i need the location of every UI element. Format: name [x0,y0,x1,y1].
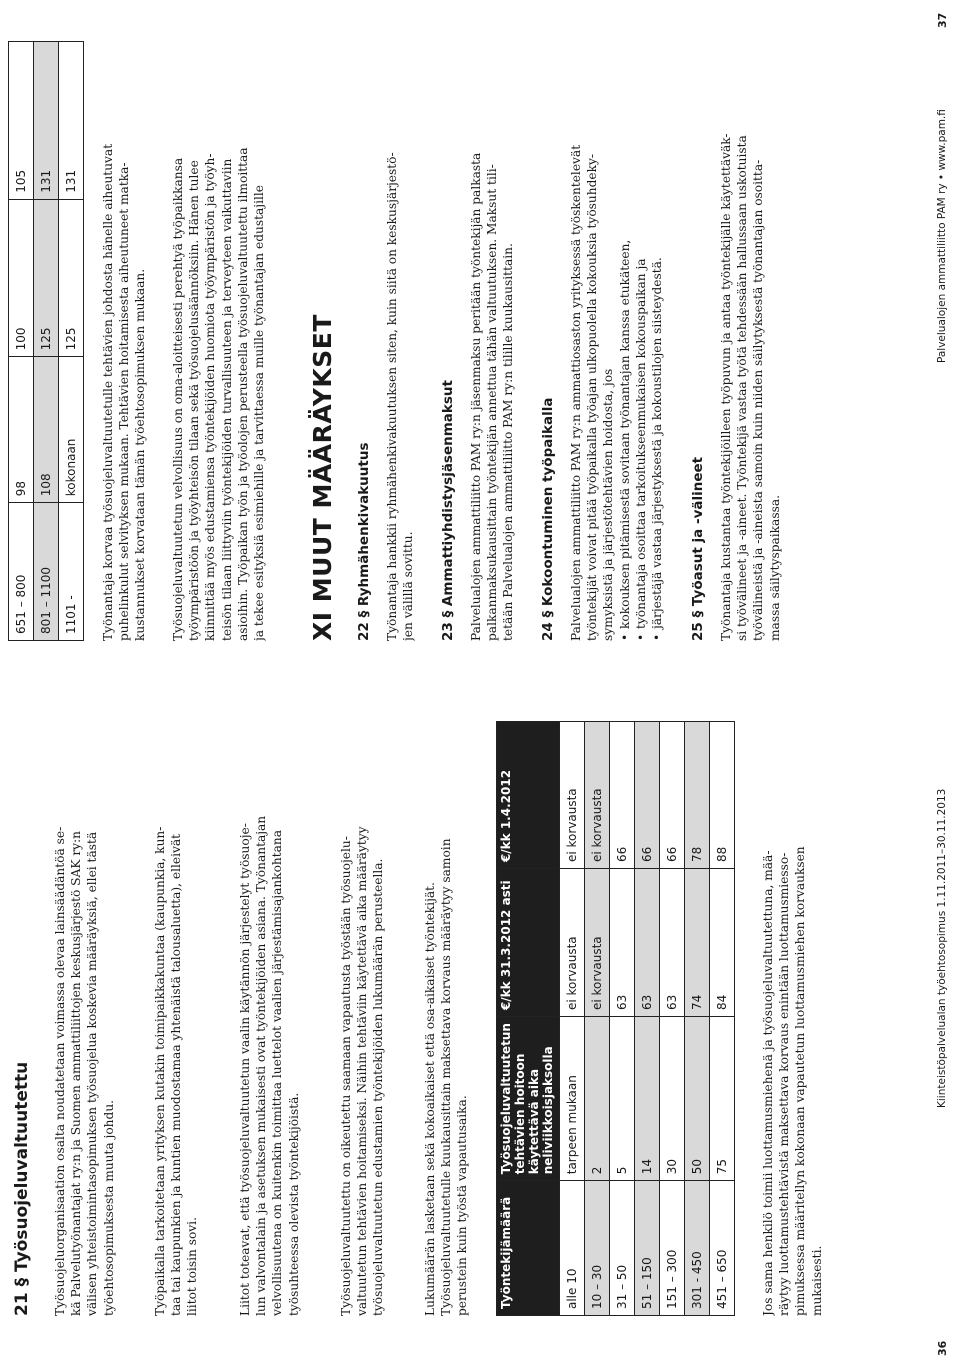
paragraph-4 [338,727,387,1316]
table-cell: 31 – 50 [610,1181,635,1316]
text-line: taa tai kaupunkien ja kuntien muodostamaa yhtenäistä talousaluetta), elleivät [169,833,184,1316]
text-line: kiinnittää myös edustamiensa työntekijöiden huomiota työympäristön ja työyh- [203,153,218,641]
section-21-heading: 21 § Työsuojeluvaltuutettu [12,1061,32,1316]
text-line: pimuksessa määritellyn kokonaan vapautetun luottamusmiehen korvauksen [793,846,808,1316]
table-cell: 651 – 800 [9,503,34,641]
table-row [9,42,34,641]
text-line: Työpaikalla tarkoitetaan yrityksen kutakin toimipaikkakuntaa (kaupunkia, kun- [153,826,167,1316]
allowance-table [496,721,735,1316]
table-cell: 66 [610,722,635,869]
table-cell: 84 [710,869,735,1017]
text-line: symyksistä ja järjestötehtävien hoidosta, jos [601,368,616,641]
table-cell: 125 [59,199,84,357]
text-line: puhelinkulut selvityksen mukaan. Tehtävien hoitamisesta aiheutuneet matka- [117,162,132,641]
table-header: €/kk 31.3.2012 asti [497,869,560,1017]
text-line: Työsuojeluvaltuutetulle kuukausittain maksettava korvaus määräytyy samoin [439,838,454,1316]
text-line: työympäristöön ja työyhteisön tilaan sekä työsuojelusäännöksiin. Hänen tulee [187,160,202,641]
table-cell: ei korvausta [560,869,585,1017]
paragraph-phone-costs [100,40,149,641]
text-line: Työsuojeluorganisaation osalta noudatetaan voimassa olevaa lainsäädäntöä se- [53,826,67,1316]
chapter-heading: XI MUUT MÄÄRÄYKSET [308,314,337,641]
table-row [585,722,610,1316]
table-cell: kokonaan [59,357,84,503]
table-cell: 63 [635,869,660,1017]
paragraph-duties [170,40,267,641]
text-line: Työsuojeluvaltuutetun velvollisuus on oma-aloitteisesti perehtyä työpaikkansa [171,157,185,641]
text-line: työvälineistä ja -aineista samoin kuin niiden säilytyksestä työnantajan osoitta- [751,159,766,641]
section-23-text [468,40,517,641]
section-23-heading: 23 § Ammattiyhdistysjäsenmaksut [440,380,456,641]
table-cell: 131 [34,42,59,200]
text-line: työehtosopimuksesta muuta johdu. [101,1099,116,1316]
text-line: jen välillä sovittu. [401,531,416,641]
text-line: välisen yhteistoimintasopimuksen työsuojelua koskevia määräyksiä, ellei tästä [85,831,100,1316]
table-cell: alle 10 [560,1181,585,1316]
page-number: 36 [936,1340,949,1356]
section-22-heading: 22 § Ryhmähenkivakuutus [356,442,372,641]
table-cell: ei korvausta [585,869,610,1017]
table-cell: 151 – 300 [660,1181,685,1316]
text-line: lun valvontalain ja asetuksen mukaisesti ovat työntekijöiden asiana. Työnantajan [254,815,269,1316]
page-footer: Palvelualojen ammattiliitto PAM ry • www.pam.fi [936,109,948,363]
section-24-text [568,40,617,641]
text-line: tetään Palvelualojen ammattiliitto PAM ry:n tilille kuukausittain. [501,243,516,641]
text-line: Työsuojeluvaltuutettu on oikeutettu saamaan vapautusta työstään työsuojelu- [339,836,353,1316]
table-cell: 66 [635,722,660,869]
table-header: Työsuojeluvaltuutetun tehtävien hoitoon käytettävä aika neliviikkoisjaksolla [497,1017,560,1181]
table-cell: 451 – 650 [710,1181,735,1316]
text-line: Työnantaja hankkii ryhmähenkivakuutuksen siten, kuin siitä on keskusjärjestö- [385,152,399,641]
table-row [610,722,635,1316]
table-header-row [497,722,560,1316]
table-cell: 108 [34,357,59,503]
text-line: työsuhteessa olevista työntekijöistä. [286,1092,301,1316]
table-cell: ei korvausta [585,722,610,869]
allowance-table-continued [8,41,84,641]
table-cell: 78 [685,722,710,869]
table-cell: 30 [660,1017,685,1181]
text-line: kustannukset korvataan tämän työehtosopimuksen mukaan. [133,268,148,641]
table-cell: 88 [710,722,735,869]
section-24-heading: 24 § Kokoontuminen työpaikalla [540,397,556,641]
table-row [710,722,735,1316]
text-line: massa säilytyspaikassa. [767,495,782,641]
text-line: teisön tilaan liittyviin työntekijöiden turvallisuuteen ja terveyteen vaikuttaviin [219,158,234,641]
table-cell: 125 [34,199,59,357]
table-cell: tarpeen mukaan [560,1017,585,1181]
text-line: kä Palvelutyönantajat ry:n ja Suomen ammattiliittojen keskusjärjestö SAK ry:n [69,831,84,1316]
table-cell: 14 [635,1017,660,1181]
table-header: Työntekijämäärä [497,1181,560,1316]
paragraph-6 [760,727,825,1316]
page-number: 37 [936,12,949,28]
section-25-text [718,40,783,641]
text-line: Työnantaja kustantaa työntekijöilleen työpuvun ja antaa työntekijälle käytettäväk- [719,133,733,641]
text-line: Jos sama henkilö toimii luottamusmiehenä ja työsuojeluvaltuutettuna, mää- [761,850,775,1316]
text-line: palkanmaksukausittain työntekijän annettua tähän valtuutuksen. Maksut tili- [485,164,500,641]
text-line: Palvelualojen ammattiliitto PAM ry:n jäsenmaksu peritään työntekijän palkasta [469,152,483,641]
text-line: valtuutetun tehtävien hoitamiseksi. Näihin tehtäviin käytettävä aika määräytyy [355,826,370,1316]
text-line: räytyy luottamustehtävistä maksettava korvaus enintään luottamusmiesso- [777,852,792,1316]
table-row [34,42,59,641]
table-cell: 801 – 1100 [34,503,59,641]
list-item: • työnantaja osoittaa tarkoitukseenmukaisen kokouspaikan ja [633,40,649,641]
list-item: • järjestäjä vastaa järjestyksestä ja kokoustilojen siisteydestä. [649,40,665,641]
text-line: Työnantaja korvaa työsuojeluvaltuutetulle tehtävien johdosta hänelle aiheutuvat [101,143,115,641]
table-cell: 66 [660,722,685,869]
table-cell: 63 [610,869,635,1017]
text-line: Palvelualojen ammattiliitto PAM ry:n ammattiosaston yrityksessä työskentelevät [569,144,583,641]
table-cell: 50 [685,1017,710,1181]
table-cell: 131 [59,42,84,200]
page-footer: Kiinteistöpalvelualan työehtosopimus 1.11.2011–30.11.2013 [936,788,948,1108]
table-row [59,42,84,641]
text-line: perustein kuin työstä vapautusaika. [455,1095,470,1316]
table-cell: 2 [585,1017,610,1181]
table-cell: ei korvausta [560,722,585,869]
section-22-text [384,40,416,641]
section-24-bullets [617,40,666,641]
text-line: si työvälineet ja -aineet. Työntekijä vastaa työtä tehdessään hallussaan uskotuista [735,135,750,641]
table-header: €/kk 1.4.2012 [497,722,560,869]
table-row [685,722,710,1316]
table-cell: 1101 - [59,503,84,641]
table-cell: 63 [660,869,685,1017]
table-cell: 105 [9,42,34,200]
text-line: asioihin. Työpaikan työn ja työolojen perusteella työsuojeluvaltuutettu ilmoittaa [235,147,250,641]
table-row [660,722,685,1316]
table-cell: 5 [610,1017,635,1181]
table-cell: 74 [685,869,710,1017]
table-cell: 75 [710,1017,735,1181]
text-line: liitot toisin sovi. [185,1217,200,1316]
page-36 [0,683,960,1366]
list-item: • kokouksen pitämisestä sovitaan työnantajan kanssa etukäteen, [617,40,633,641]
text-line: mukaisesti. [809,1245,824,1316]
text-line: työntekijät voivat pitää työpaikalla työajan ulkopuolella kokouksia työsuhdeky- [585,153,600,641]
table-cell: 100 [9,199,34,357]
table-row [560,722,585,1316]
text-line: työsuojeluvaltuutetun edustamien työntekijöiden lukumäärän perusteella. [371,858,386,1316]
paragraph-5 [422,727,471,1316]
paragraph-2 [152,727,201,1316]
section-25-heading: 25 § Työasut ja -välineet [690,456,706,641]
text-line: ja tekee esityksiä esimiehille ja tarvittaessa muille työnantajan edustajille [252,185,267,641]
table-cell: 51 – 150 [635,1181,660,1316]
table-cell: 98 [9,357,34,503]
paragraph-1 [52,727,117,1316]
table-row [635,722,660,1316]
table-cell: 301 - 450 [685,1181,710,1316]
table-cell: 10 – 30 [585,1181,610,1316]
text-line: Liitot toteavat, että työsuojeluvaltuutetun vaalin käytännön järjestelyt työsuoje- [238,823,252,1316]
text-line: velvollisuutena on kuitenkin toimittaa luettelot vaalien järjestämisajankohtana [270,829,285,1316]
text-line: Lukumäärän lasketaan sekä kokoaikaiset että osa-aikaiset työntekijät. [423,882,437,1316]
paragraph-3 [237,727,302,1316]
